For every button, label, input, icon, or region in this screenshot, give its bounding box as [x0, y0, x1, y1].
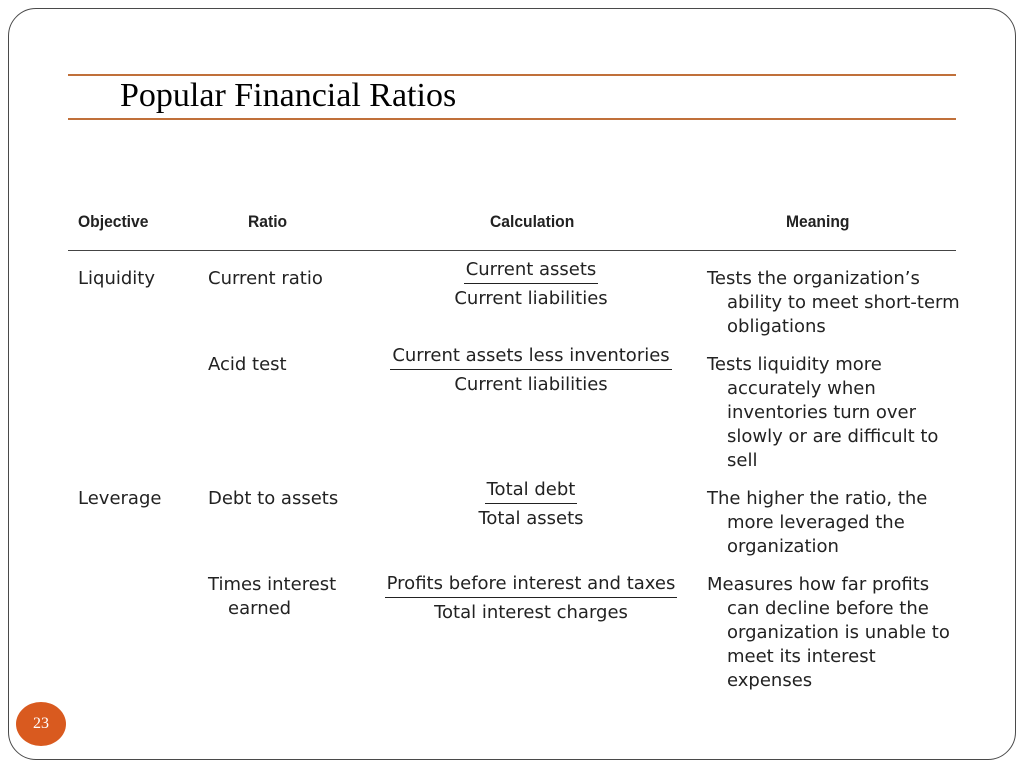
header-calculation: Calculation: [490, 212, 575, 231]
row-3-numerator: Total debt: [485, 478, 578, 504]
row-1-denominator: Current liabilities: [454, 288, 608, 309]
page-number-badge: 23: [16, 702, 66, 746]
row-2-calculation: [381, 344, 681, 397]
row-4-denominator: Total interest charges: [434, 602, 628, 623]
row-4-meaning: Measures how far profits can decline before the organization is unable to meet its interest expenses: [707, 574, 950, 691]
row-4-calculation: [381, 572, 681, 625]
header-meaning: Meaning: [786, 212, 850, 231]
title-rule-bottom: [68, 118, 956, 120]
header-objective: Objective: [78, 212, 149, 231]
row-1-objective: Liquidity: [78, 268, 156, 289]
row-3-meaning: The higher the ratio, the more leveraged the organization: [707, 488, 928, 557]
row-4-numerator: Profits before interest and taxes: [385, 572, 678, 598]
header-ratio: Ratio: [248, 212, 288, 231]
row-1-ratio: Current ratio: [208, 268, 323, 289]
row-4-ratio: Times interest earned: [208, 574, 337, 619]
row-3-calculation: [381, 478, 681, 531]
row-2-ratio: Acid test: [208, 354, 287, 375]
row-1-numerator: Current assets: [464, 258, 599, 284]
row-2-meaning: Tests liquidity more accurately when inventories turn over slowly or are difficult to sell: [707, 354, 939, 471]
row-2-denominator: Current liabilities: [454, 374, 608, 395]
row-2-numerator: Current assets less inventories: [390, 344, 671, 370]
slide-title: Popular Financial Ratios: [120, 77, 457, 114]
header-divider: [68, 250, 956, 251]
row-1-meaning: Tests the organization’s ability to meet short-term obligations: [707, 268, 960, 337]
row-3-objective: Leverage: [78, 488, 162, 509]
row-3-ratio: Debt to assets: [208, 488, 339, 509]
row-3-denominator: Total assets: [478, 508, 584, 529]
row-1-calculation: [381, 258, 681, 311]
